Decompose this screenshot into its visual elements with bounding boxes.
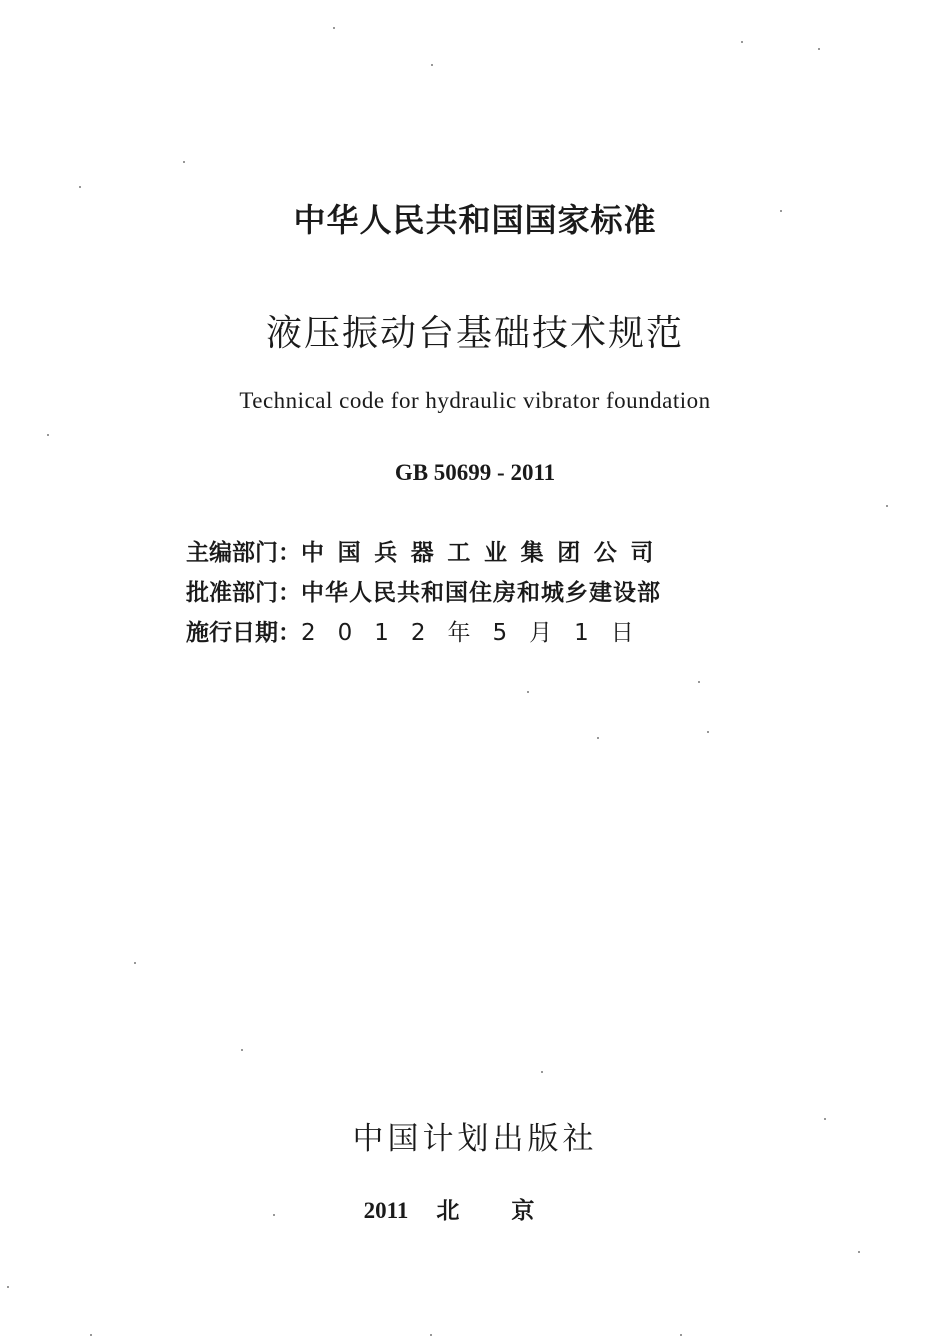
- scan-speck: [241, 1049, 243, 1051]
- scan-speck: [858, 1251, 860, 1253]
- approver-label: 批准部门：: [186, 579, 301, 606]
- scan-speck: [47, 434, 49, 436]
- standard-code: GB 50699 - 2011: [394, 460, 556, 485]
- editor-label: 主编部门：: [186, 539, 301, 566]
- scan-speck: [541, 1071, 543, 1073]
- editor-row: [186, 530, 746, 570]
- scan-speck: [134, 962, 136, 964]
- approver-row: [186, 570, 746, 610]
- scan-speck: [818, 48, 820, 50]
- scan-speck: [183, 161, 185, 163]
- scan-speck: [886, 505, 888, 507]
- editor-value: 中国兵器工业集团公司: [301, 539, 667, 566]
- approver-value: 中华人民共和国住房和城乡建设部: [301, 579, 661, 606]
- document-title-chinese: 液压振动台基础技术规范: [265, 313, 684, 354]
- scan-speck: [431, 64, 433, 66]
- scan-speck: [741, 41, 743, 43]
- scan-speck: [273, 1214, 275, 1216]
- publication-year-city: [0, 1192, 950, 1225]
- effective-date-value: 2012年5月1日: [301, 619, 656, 646]
- national-standard-heading: 中华人民共和国国家标准: [293, 201, 657, 239]
- scan-speck: [698, 681, 700, 683]
- scan-speck: [597, 737, 599, 739]
- document-title-english: Technical code for hydraulic vibrator foundation: [239, 388, 711, 413]
- scan-speck: [707, 731, 709, 733]
- scan-speck: [430, 1334, 432, 1336]
- scan-speck: [333, 27, 335, 29]
- scan-speck: [7, 1286, 9, 1288]
- publication-city: 北京: [436, 1198, 587, 1223]
- scan-speck: [90, 1334, 92, 1336]
- publication-year: 2011: [363, 1198, 409, 1223]
- effective-date-label: 施行日期：: [186, 619, 301, 646]
- publisher-name: 中国计划出版社: [352, 1121, 598, 1157]
- scan-speck: [527, 691, 529, 693]
- effective-date-row: [186, 610, 746, 650]
- scan-speck: [780, 210, 782, 212]
- scan-speck: [824, 1118, 826, 1120]
- scan-speck: [79, 186, 81, 188]
- publication-metadata: [186, 530, 746, 650]
- scan-speck: [680, 1334, 682, 1336]
